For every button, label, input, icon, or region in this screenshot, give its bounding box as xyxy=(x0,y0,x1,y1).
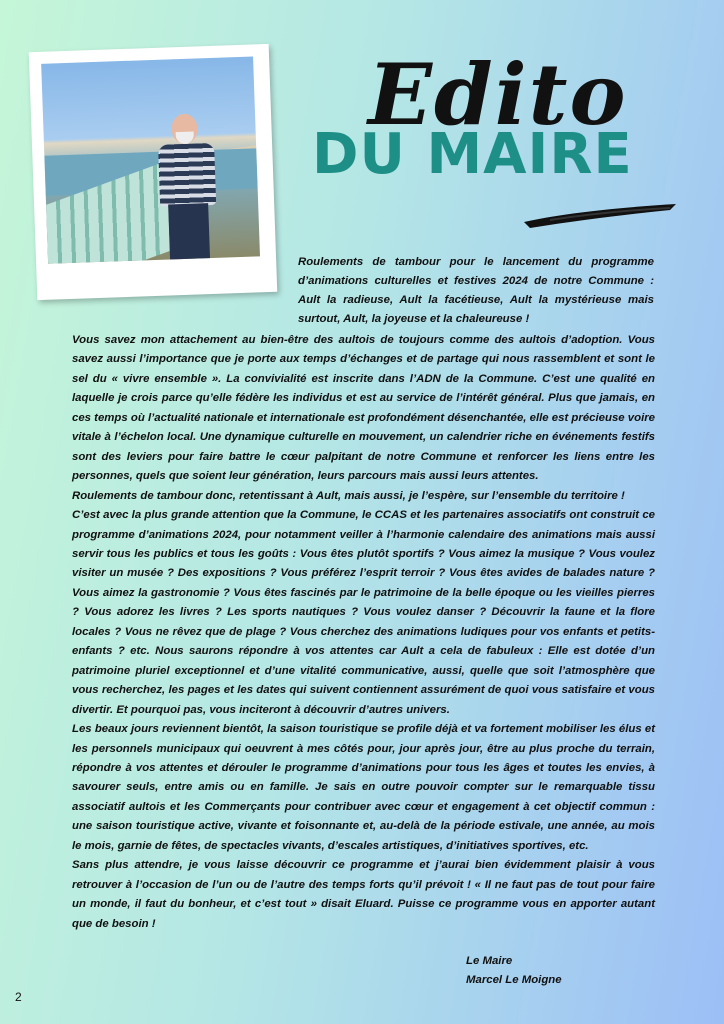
body-paragraph: Sans plus attendre, je vous laisse découvrir ce programme et j’aurai bien évidemment plaisir à vous retrouver à l’occasion de l’un ou de l’autre des temps forts qu’il prévoit ! « Il ne faut pas de tout pour faire un monde, il faut du bonheur, et c’est tout » disait Eluard. Puisse ce programme vous en apporter autant que de besoin ! xyxy=(72,859,655,930)
body-paragraph: Les beaux jours reviennent bientôt, la saison touristique se profile déjà et va fortement mobiliser les élus et les personnels municipaux qui oeuvrent à mes côtés pour, jour après jour, être au plus proche du terrain, répondre à vos attentes et dérouler le programme d’animations pour tous les âges et toutes les envies, à savourer seuls, entre amis ou en famille. Je sais en outre pouvoir compter sur le remarquable tissu associatif aultois et les Commerçants pour contribuer avec cœur et engagement à cet objectif commun : une saison touristique active, vivante et foisonnante et, au-delà de la période estivale, une année, au mois le mois, garnie de fêtes, de spectacles vivants, d’escales artistiques, d’initiatives sportives, etc. xyxy=(72,723,655,852)
editorial-body xyxy=(72,331,655,934)
page-number: 2 xyxy=(15,990,22,1004)
title-main: DU MAIRE xyxy=(312,122,633,187)
mayor-photo-frame xyxy=(29,44,278,300)
mayor-photo xyxy=(41,56,260,263)
body-paragraph: C’est avec la plus grande attention que la Commune, le CCAS et les partenaires associatifs ont construit ce programme d’animations 2024, pour notamment veiller à l’harmonie calendaire des animations mais aussi servir tous les publics et tous les goûts : Vous êtes plutôt sportifs ? Vous aimez la musique ? Vous voulez visiter un musée ? Des expositions ? Vous préférez l’esprit terroir ? Vous êtes avides de balades nature ? Vous aimez la gastronomie ? Vous êtes fascinés par le patrimoine de la belle époque ou les vieilles pierres ? Vous adorez les livres ? Les sports nautiques ? Vous voulez danser ? Découvrir la faune et la flore locales ? Vous ne rêvez que de plage ? Vous cherchez des animations ludiques pour vos enfants et petits-enfants ? etc. Nous saurons répondre à vos attentes car Ault a cela de fabuleux : Elle est dotée d’un patrimoine pluriel exceptionnel et d’une vitalité communicative, aussi, quelle que soit l’atmosphère que vous recherchez, les pages et les dates qui suivent contiennent assurément de quoi vous satisfaire et vous divertir. Et pourquoi pas, vous inciteront à découvrir d’autres univers. xyxy=(72,509,655,716)
title-script: Edito xyxy=(368,45,628,144)
signature-role: Le Maire xyxy=(466,955,513,967)
signature-name: Marcel Le Moigne xyxy=(466,974,562,986)
body-paragraph: Vous savez mon attachement au bien-être des aultois de toujours comme des aultois d’adoption. Vous savez aussi l’importance que je porte aux temps d’échanges et de partage qui nous rassemblent et sont le sel du « vivre ensemble ». La convivialité est inscrite dans l’ADN de la Commune. C’est une qualité en laquelle je crois parce qu’elle fédère les individus et est au service de l’intérêt général. Plus que jamais, en ces temps où l’actualité nationale et internationale est profondément désenchantée, elle est précieuse voire vitale à l’échelon local. Une dynamique culturelle en mouvement, un calendrier riche en événements festifs sont des leviers pour faire battre le cœur palpitant de notre Commune et renforcer les liens entre les personnes, quels que soient leur génération, leurs parcours mais aussi leurs attentes. xyxy=(72,334,656,483)
brush-stroke-decoration xyxy=(520,200,680,230)
signature xyxy=(466,952,562,990)
body-paragraph: Roulements de tambour donc, retentissant à Ault, mais aussi, je l’espère, sur l’ensemble du territoire ! xyxy=(72,489,625,502)
intro-paragraph: Roulements de tambour pour le lancement du programme d’animations culturelles et festives 2024 de notre Commune : Ault la radieuse, Ault la facétieuse, Ault la mystérieuse mais surtout, Ault, la joyeuse et la chaleureuse ! xyxy=(298,256,654,325)
